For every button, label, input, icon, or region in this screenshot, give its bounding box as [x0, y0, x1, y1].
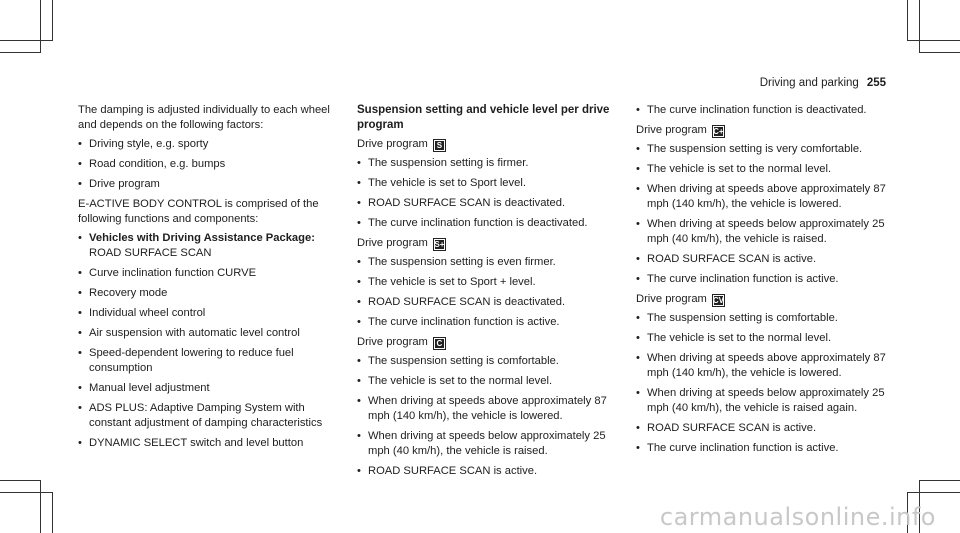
list-item: • Recovery mode [78, 286, 340, 301]
list-item: • ROAD SURFACE SCAN is active. [636, 421, 898, 436]
column-2 [357, 103, 619, 484]
program-curve-list [636, 311, 898, 456]
components-heading: Vehicles with Driving Assistance Package: [89, 232, 315, 244]
crop-mark [0, 492, 53, 493]
program-comfort-plus-list [636, 142, 898, 287]
crop-mark [919, 0, 920, 53]
factors-list [78, 137, 340, 192]
list-item-heading [78, 231, 340, 261]
program-comfort-list [357, 354, 619, 479]
drive-program-sport-icon: S [433, 139, 446, 152]
program-sport-list [357, 156, 619, 231]
list-item: • Driving style, e.g. sporty [78, 137, 340, 152]
components-list [78, 231, 340, 451]
crop-mark [920, 52, 960, 53]
column-1 [78, 103, 340, 456]
list-item: • The vehicle is set to Sport level. [357, 176, 619, 191]
page-number: 255 [866, 77, 886, 89]
drive-program-comfort-plus-icon: C+ [713, 127, 724, 136]
list-item: • The suspension setting is comfortable. [357, 354, 619, 369]
list-item: • The curve inclination function is deactivated. [636, 103, 898, 118]
list-item: • Speed-dependent lowering to reduce fuel consumption [78, 346, 340, 376]
list-item: • When driving at speeds below approximately 25 mph (40 km/h), the vehicle is raised. [357, 429, 619, 459]
crop-mark [0, 52, 40, 53]
intro-text: The damping is adjusted individually to each wheel and depends on the following factors: [78, 104, 330, 131]
crop-mark [52, 492, 53, 533]
list-item: • When driving at speeds below approximately 25 mph (40 km/h), the vehicle is raised. [636, 217, 898, 247]
list-item: • The vehicle is set to the normal level. [636, 162, 898, 177]
section-title: Driving and parking [759, 77, 859, 89]
crop-mark [0, 40, 53, 41]
crop-mark [907, 40, 960, 41]
crop-mark [40, 480, 41, 533]
list-item: • ADS PLUS: Adaptive Damping System with constant adjustment of damping characteristics [78, 401, 340, 431]
list-item: • Individual wheel control [78, 306, 340, 321]
list-item: • When driving at speeds above approximately 87 mph (140 km/h), the vehicle is lowered. [636, 351, 898, 381]
list-item: • ROAD SURFACE SCAN is deactivated. [357, 295, 619, 310]
program-sport-plus-list [357, 255, 619, 330]
page-header [760, 76, 886, 91]
drive-program-comfort-icon: C [433, 337, 446, 350]
list-item: • The curve inclination function is deactivated. [357, 216, 619, 231]
crop-mark [920, 480, 960, 481]
list-item: • The vehicle is set to Sport + level. [357, 275, 619, 290]
list-item: • The suspension setting is firmer. [357, 156, 619, 171]
list-item: • Manual level adjustment [78, 381, 340, 396]
watermark: carmanualsonline.info [659, 503, 936, 531]
list-item: • When driving at speeds above approximately 87 mph (140 km/h), the vehicle is lowered. [357, 394, 619, 424]
list-item: • The vehicle is set to the normal level. [357, 374, 619, 389]
drive-program-label: Drive program C [357, 335, 619, 350]
list-item: • When driving at speeds below approximately 25 mph (40 km/h), the vehicle is raised again. [636, 386, 898, 416]
components-intro: E-ACTIVE BODY CONTROL is comprised of the following functions and components: [78, 198, 319, 225]
list-item: • DYNAMIC SELECT switch and level button [78, 436, 340, 451]
components-heading-sub: ROAD SURFACE SCAN [89, 247, 212, 259]
column-3 [636, 103, 898, 461]
list-item: • ROAD SURFACE SCAN is active. [636, 252, 898, 267]
list-item: • The suspension setting is even firmer. [357, 255, 619, 270]
list-item: • When driving at speeds above approximately 87 mph (140 km/h), the vehicle is lowered. [636, 182, 898, 212]
list-item: • The curve inclination function is active. [636, 272, 898, 287]
crop-mark [0, 480, 40, 481]
drive-program-sport-plus-icon: S+ [434, 240, 445, 249]
section-heading: Suspension setting and vehicle level per drive program [357, 104, 610, 131]
continued-list [636, 103, 898, 118]
crop-mark [907, 0, 908, 40]
crop-mark [52, 0, 53, 40]
list-item: • Road condition, e.g. bumps [78, 157, 340, 172]
list-item: • The vehicle is set to the normal level. [636, 331, 898, 346]
list-item: • ROAD SURFACE SCAN is deactivated. [357, 196, 619, 211]
crop-mark [907, 492, 960, 493]
list-item: • The curve inclination function is active. [636, 441, 898, 456]
drive-program-label: Drive program CV [636, 293, 724, 305]
drive-program-label: Drive program C+ [636, 124, 724, 136]
list-item: • Air suspension with automatic level control [78, 326, 340, 341]
drive-program-curve-icon: CV [712, 296, 724, 305]
list-item: • The suspension setting is very comfortable. [636, 142, 898, 157]
drive-program-label: Drive program S [357, 137, 619, 152]
list-item: • Curve inclination function CURVE [78, 266, 340, 281]
drive-program-label: Drive program S+ [357, 237, 445, 249]
list-item: • The suspension setting is comfortable. [636, 311, 898, 326]
list-item: • The curve inclination function is active. [357, 315, 619, 330]
list-item: • ROAD SURFACE SCAN is active. [357, 464, 619, 479]
crop-mark [40, 0, 41, 53]
list-item: • Drive program [78, 177, 340, 192]
